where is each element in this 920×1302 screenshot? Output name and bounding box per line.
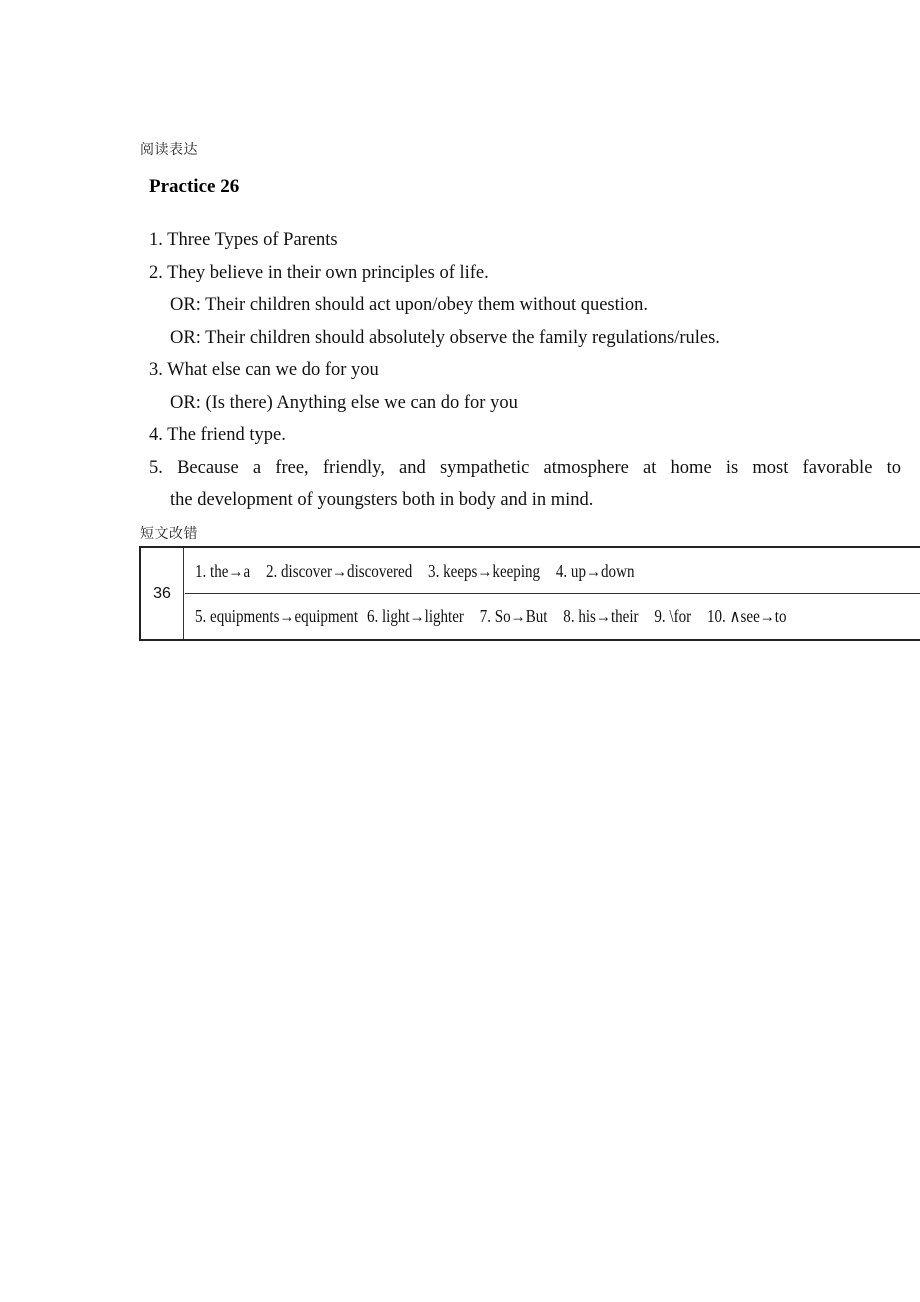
answer-3: 3. What else can we do for you: [149, 360, 379, 380]
answer-4: 4. The friend type.: [149, 425, 286, 445]
answer-1: 1. Three Types of Parents: [149, 230, 338, 250]
answer-2-alternative-2: OR: Their children should absolutely observe the family regulations/rules.: [170, 327, 720, 348]
answer-3-alternative-1: OR: (Is there) Anything else we can do for you: [170, 392, 518, 413]
correction-item-1: 1. the→a: [195, 561, 251, 581]
answer-5-line-2: the development of youngsters both in body and in mind.: [170, 490, 594, 510]
correction-row-1-text: [195, 561, 647, 582]
answer-list: [149, 224, 901, 517]
answer-2-alternative-1: OR: Their children should act upon/obey them without question.: [170, 295, 649, 315]
correction-item-6: 6. light→lighter: [366, 606, 464, 626]
correction-item-10: 10. ∧see→to: [706, 606, 787, 626]
correction-item-9: 9. \for: [654, 606, 692, 626]
correction-item-5: 5. equipments→equipment: [195, 606, 359, 626]
answer-2: 2. They believe in their own principles of life.: [149, 262, 489, 283]
correction-number: 36: [141, 548, 184, 639]
correction-item-3: 3. keeps→keeping: [428, 561, 541, 581]
correction-item-7: 7. So→But: [479, 606, 548, 626]
correction-row-1: [185, 548, 920, 594]
correction-item-2: 2. discover→discovered: [265, 561, 413, 581]
correction-table: [139, 546, 920, 641]
correction-item-8: 8. his→their: [563, 606, 639, 626]
section-label-reading: 阅读表达: [140, 142, 198, 158]
correction-item-4: 4. up→down: [555, 561, 635, 581]
correction-row-2-text: [195, 606, 799, 627]
correction-row-2: [185, 593, 920, 638]
answer-5-line-1: 5. Because a free, friendly, and sympathetic atmosphere at home is most favorable to: [149, 457, 901, 478]
section-label-correction: 短文改错: [140, 526, 198, 542]
practice-title: Practice 26: [149, 176, 240, 197]
